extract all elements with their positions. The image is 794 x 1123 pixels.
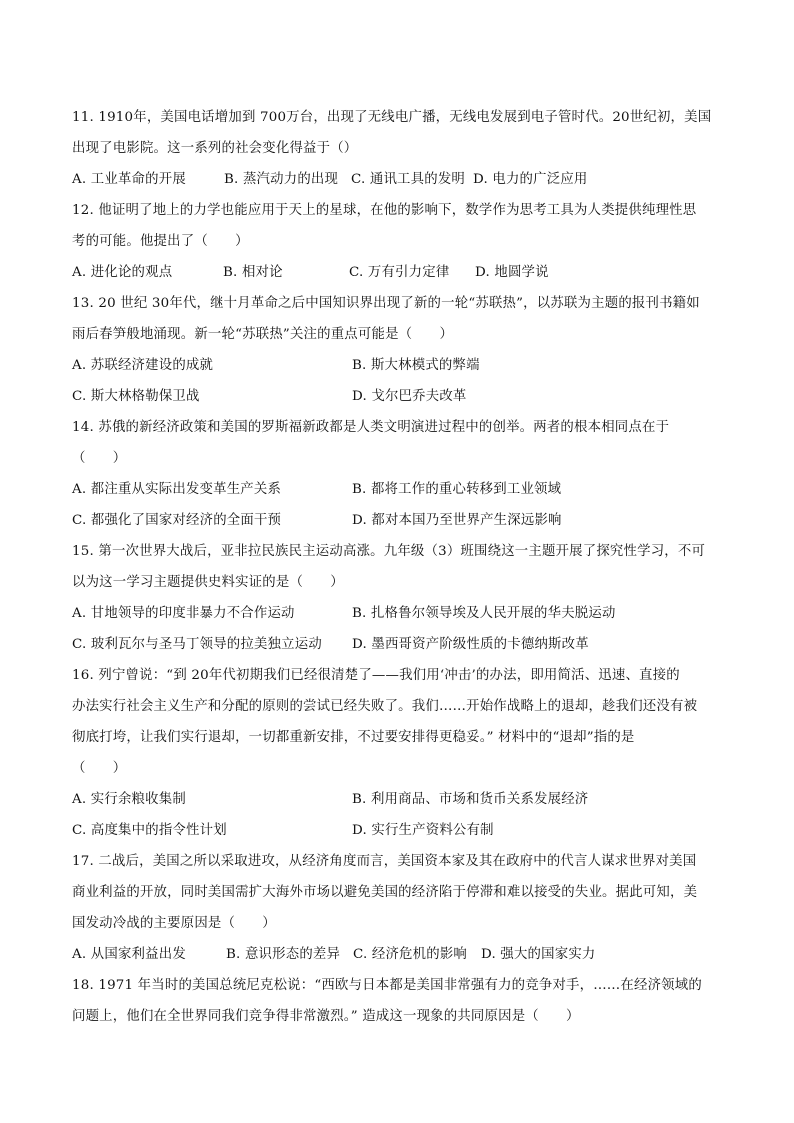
- options-row: [72, 474, 722, 505]
- question-stem-line: 考的可能。他提出了（ ）: [72, 234, 249, 249]
- question-stem-line: 以为这一学习主题提供史料实证的是（ ）: [72, 575, 344, 590]
- options-row: [72, 350, 722, 381]
- options-row: [72, 505, 722, 536]
- option-d[interactable]: D. 都对本国乃至世界产生深远影响: [352, 513, 562, 528]
- question-stem-line: 18. 1971 年当时的美国总统尼克松说：“西欧与日本都是美国非常强有力的竞争对手，……在经济领域的: [72, 978, 702, 993]
- question-stem-line: （ ）: [72, 451, 127, 466]
- option-c[interactable]: C. 经济危机的影响: [353, 947, 468, 962]
- question-stem-line: 办法实行社会主义生产和分配的原则的尝试已经失败了。我们……开始作战略上的退却，趁我们还没有被: [72, 699, 698, 714]
- question-stem-line: 13. 20 世纪 30年代，继十月革命之后中国知识界出现了新的一轮“苏联热”，以苏联为主题的报刊书籍如: [72, 296, 700, 311]
- question-stem-line: 问题上，他们在全世界同我们竞争得非常激烈。” 造成这一现象的共同原因是（ ）: [72, 1009, 580, 1024]
- option-c[interactable]: C. 万有引力定律: [349, 265, 450, 280]
- question-11: [72, 102, 722, 195]
- option-d[interactable]: D. 实行生产资料公有制: [352, 823, 494, 838]
- option-a[interactable]: A. 实行余粮收集制: [72, 792, 186, 807]
- option-b[interactable]: B. 蒸汽动力的出现: [224, 172, 339, 187]
- option-a[interactable]: A. 工业革命的开展: [72, 172, 186, 187]
- option-c[interactable]: C. 高度集中的指令性计划: [72, 823, 227, 838]
- options-row: [72, 381, 722, 412]
- question-stem-line: 彻底打垮，让我们实行退却，一切都重新安排，不过要安排得更稳妥。” 材料中的“退却”指的是: [72, 730, 635, 745]
- question-17: [72, 846, 722, 970]
- question-list: [72, 102, 722, 1032]
- question-stem-line: 17. 二战后，美国之所以采取进攻，从经济角度而言，美国资本家及其在政府中的代言人谋求世界对美国: [72, 854, 697, 869]
- question-stem-line: 商业利益的开放，同时美国需扩大海外市场以避免美国的经济陷于停滞和难以接受的失业。据此可知，美: [72, 885, 698, 900]
- option-d[interactable]: D. 戈尔巴乔夫改革: [352, 389, 467, 404]
- question-stem-line: 15. 第一次世界大战后，亚非拉民族民主运动高涨。九年级（3）班围绕这一主题开展了探究性学习，不可: [72, 544, 706, 559]
- question-stem-line: 11. 1910年，美国电话增加到 700万台，出现了无线电广播，无线电发展到电子管时代。20世纪初，美国: [72, 110, 712, 125]
- question-18: [72, 970, 722, 1032]
- option-b[interactable]: B. 斯大林模式的弊端: [352, 358, 480, 373]
- option-a[interactable]: A. 从国家利益出发: [72, 947, 186, 962]
- option-d[interactable]: D. 强大的国家实力: [481, 947, 596, 962]
- question-stem-line: （ ）: [72, 761, 127, 776]
- options-row: [72, 784, 722, 815]
- option-a[interactable]: A. 都注重从实际出发变革生产关系: [72, 482, 282, 497]
- question-14: [72, 412, 722, 536]
- option-b[interactable]: B. 利用商品、市场和货币关系发展经济: [352, 792, 589, 807]
- question-stem-line: 12. 他证明了地上的力学也能应用于天上的星球，在他的影响下，数学作为思考工具为人类提供纯理性思: [72, 203, 697, 218]
- option-c[interactable]: C. 通讯工具的发明: [351, 172, 466, 187]
- option-a[interactable]: A. 甘地领导的印度非暴力不合作运动: [72, 606, 295, 621]
- option-c[interactable]: C. 玻利瓦尔与圣马丁领导的拉美独立运动: [72, 637, 322, 652]
- question-stem-line: 14. 苏俄的新经济政策和美国的罗斯福新政都是人类文明演进过程中的创举。两者的根本相同点在于: [72, 420, 670, 435]
- options-row: [72, 257, 722, 288]
- question-16: [72, 660, 722, 846]
- options-row: [72, 164, 722, 195]
- option-d[interactable]: D. 地圆学说: [475, 265, 549, 280]
- question-13: [72, 288, 722, 412]
- options-row: [72, 629, 722, 660]
- question-stem-line: 国发动冷战的主要原因是（ ）: [72, 916, 276, 931]
- option-a[interactable]: A. 进化论的观点: [72, 265, 173, 280]
- option-b[interactable]: B. 意识形态的差异: [226, 947, 341, 962]
- option-c[interactable]: C. 斯大林格勒保卫战: [72, 389, 200, 404]
- option-a[interactable]: A. 苏联经济建设的成就: [72, 358, 214, 373]
- option-c[interactable]: C. 都强化了国家对经济的全面干预: [72, 513, 282, 528]
- question-15: [72, 536, 722, 660]
- options-row: [72, 939, 722, 970]
- options-row: [72, 815, 722, 846]
- question-stem-line: 雨后春笋般地涌现。新一轮“苏联热”关注的重点可能是（ ）: [72, 327, 454, 342]
- question-12: [72, 195, 722, 288]
- option-d[interactable]: D. 电力的广泛应用: [473, 172, 588, 187]
- option-b[interactable]: B. 相对论: [223, 265, 283, 280]
- options-row: [72, 598, 722, 629]
- question-stem-line: 16. 列宁曾说：“到 20年代初期我们已经很清楚了——我们用‘冲击’的办法，即用简活、迅速、直接的: [72, 668, 680, 683]
- question-stem-line: 出现了电影院。这一系列的社会变化得益于（）: [72, 141, 358, 156]
- option-b[interactable]: B. 扎格鲁尔领导埃及人民开展的华夫脱运动: [352, 606, 616, 621]
- option-b[interactable]: B. 都将工作的重心转移到工业领域: [352, 482, 562, 497]
- option-d[interactable]: D. 墨西哥资产阶级性质的卡德纳斯改革: [352, 637, 589, 652]
